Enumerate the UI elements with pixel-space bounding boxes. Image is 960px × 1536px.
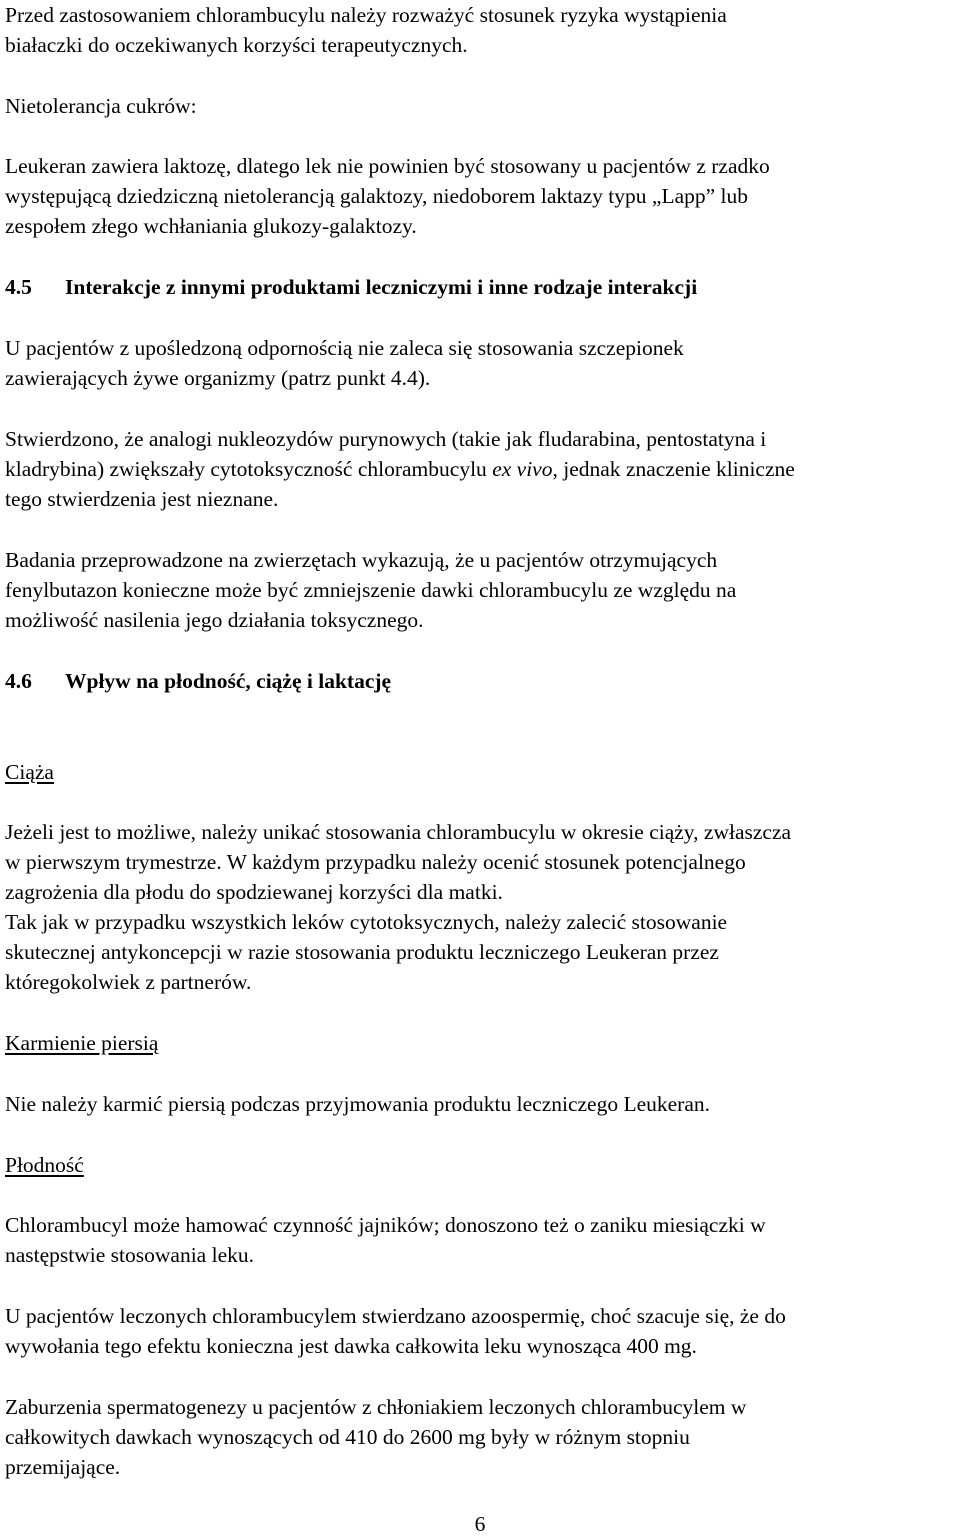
section-heading-4-5	[5, 272, 697, 302]
text-line: tego stwierdzenia jest nieznane.	[5, 487, 279, 511]
text-span: kladrybina) zwiększały cytotoksyczność chlorambucylu	[5, 457, 493, 481]
text-line: wywołania tego efektu konieczna jest dawka całkowita leku wynosząca 400 mg.	[5, 1334, 697, 1358]
text-line: możliwość nasilenia jego działania toksycznego.	[5, 608, 424, 632]
subsection-title-fertility: Płodność	[5, 1153, 84, 1177]
section-title: Wpływ na płodność, ciążę i laktację	[65, 669, 392, 693]
text-line: U pacjentów z upośledzoną odpornością nie zaleca się stosowania szczepionek	[5, 336, 684, 360]
section-heading-4-6	[5, 666, 391, 696]
text-line: występującą dziedziczną nietolerancją galaktozy, niedoborem laktazy typu „Lapp” lub	[5, 184, 749, 208]
italic-term: ex vivo	[492, 457, 553, 481]
text-line: Zaburzenia spermatogenezy u pacjentów z chłoniakiem leczonych chlorambucylem w	[5, 1395, 747, 1419]
text-line: fenylbutazon konieczne może być zmniejszenie dawki chlorambucylu ze względu na	[5, 578, 737, 602]
text-line: Tak jak w przypadku wszystkich leków cytotoksycznych, należy zalecić stosowanie	[5, 910, 728, 934]
section-number: 4.5	[5, 275, 32, 299]
text-line: Jeżeli jest to możliwe, należy unikać stosowania chlorambucylu w okresie ciąży, zwłaszcza	[5, 820, 792, 844]
section-number: 4.6	[5, 669, 32, 693]
text-line: następstwie stosowania leku.	[5, 1243, 254, 1267]
text-line: całkowitych dawkach wynoszących od 410 do 2600 mg były w różnym stopniu	[5, 1425, 690, 1449]
text-line: zespołem złego wchłaniania glukozy-galaktozy.	[5, 214, 417, 238]
text-line: Nie należy karmić piersią podczas przyjmowania produktu leczniczego Leukeran.	[5, 1092, 711, 1116]
text-line: zagrożenia dla płodu do spodziewanej korzyści dla matki.	[5, 880, 503, 904]
text-line: Badania przeprowadzone na zwierzętach wykazują, że u pacjentów otrzymujących	[5, 548, 718, 572]
text-line: przemijające.	[5, 1455, 121, 1479]
page-number: 6	[474, 1512, 486, 1536]
text-line: w pierwszym trymestrze. W każdym przypadku należy ocenić stosunek potencjalnego	[5, 850, 746, 874]
subsection-title-pregnancy: Ciąża	[5, 760, 54, 784]
section-title: Interakcje z innymi produktami leczniczymi i inne rodzaje interakcji	[65, 275, 698, 299]
text-line: U pacjentów leczonych chlorambucylem stwierdzano azoospermię, choć szacuje się, że do	[5, 1304, 786, 1328]
text-line: białaczki do oczekiwanych korzyści terapeutycznych.	[5, 33, 468, 57]
subsection-title-breastfeeding: Karmienie piersią	[5, 1031, 159, 1055]
text-line: Przed zastosowaniem chlorambucylu należy rozważyć stosunek ryzyka wystąpienia	[5, 3, 727, 27]
text-line: skutecznej antykoncepcji w razie stosowania produktu leczniczego Leukeran przez	[5, 940, 719, 964]
text-line: Stwierdzono, że analogi nukleozydów purynowych (takie jak fludarabina, pentostatyna i	[5, 427, 767, 451]
text-line: zawierających żywe organizmy (patrz punkt 4.4).	[5, 366, 431, 390]
text-line: Leukeran zawiera laktozę, dlatego lek nie powinien być stosowany u pacjentów z rzadko	[5, 154, 770, 178]
subsection-title: Nietolerancja cukrów:	[5, 94, 197, 118]
text-line: Chlorambucyl może hamować czynność jajników; donoszono też o zaniku miesiączki w	[5, 1213, 766, 1237]
text-span: , jednak znaczenie kliniczne	[552, 457, 795, 481]
text-line	[5, 454, 795, 484]
text-line: któregokolwiek z partnerów.	[5, 970, 252, 994]
